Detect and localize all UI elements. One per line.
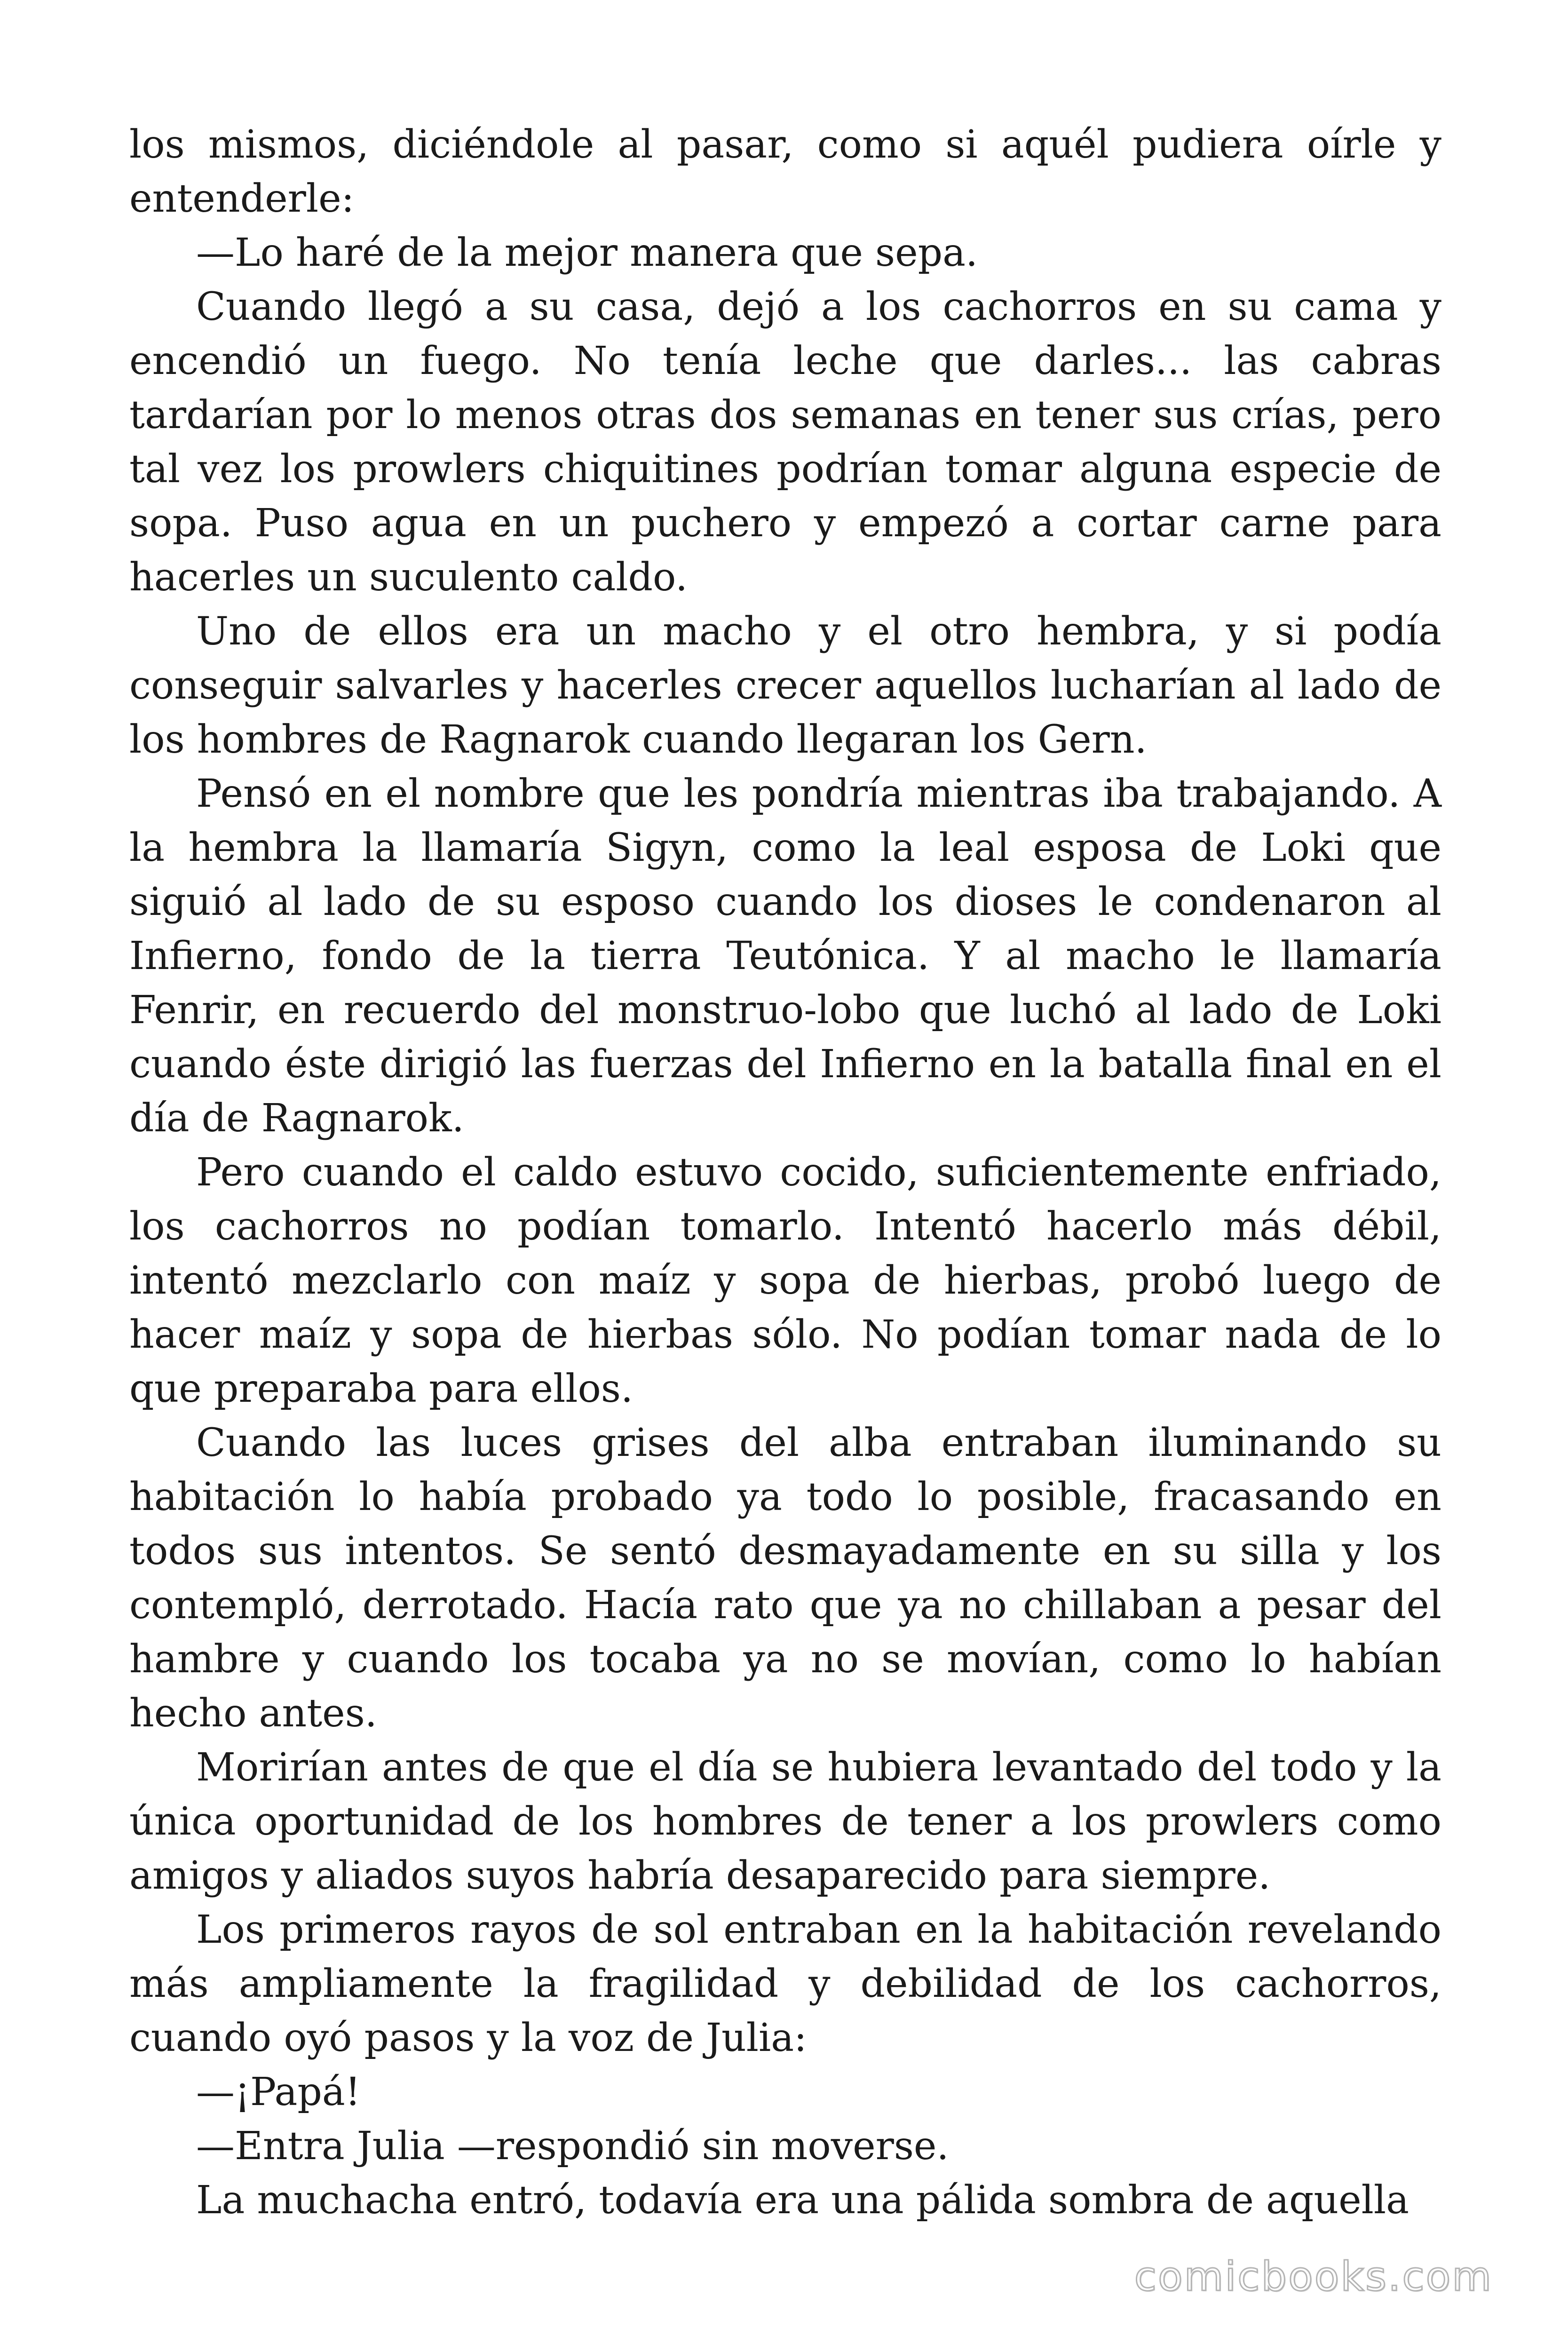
paragraph-2: —Lo haré de la mejor manera que sepa. [196,230,978,275]
watermark-text: comicbooks.com [1134,2253,1493,2300]
paragraph-5: Pensó en el nombre que les pondría mientras iba trabajando. A la hembra la llamaría Sigyn, como la leal esposa de Loki que siguió al lado de su esposo cuando los dioses le condenaron al Infierno, fondo de la tierra Teutónica. Y al macho le llamaría Fenrir, en recuerdo del monstruo-lobo que luchó al lado de Loki cuando éste dirigió las fuerzas del Infierno en la batalla final en el día de Ragnarok. [129,771,1441,1141]
paragraph-11: —Entra Julia —respondió sin moverse. [196,2124,949,2169]
paragraph-9: Los primeros rayos de sol entraban en la habitación revelando más ampliamente la fragilidad y debilidad de los cachorros, cuando oyó pasos y la voz de Julia: [129,1907,1441,2060]
page-body [129,118,1441,2227]
paragraph-12: La muchacha entró, todavía era una pálida sombra de aquella [196,2178,1409,2223]
paragraph-1: los mismos, diciéndole al pasar, como si aquél pudiera oírle y entenderle: [129,122,1441,221]
paragraph-6: Pero cuando el caldo estuvo cocido, suficientemente enfriado, los cachorros no podían tomarlo. Intentó hacerlo más débil, intentó mezclarlo con maíz y sopa de hierbas, probó luego de hacer maíz y sopa de hierbas sólo. No podían tomar nada de lo que preparaba para ellos. [129,1150,1441,1411]
paragraph-7: Cuando las luces grises del alba entraban iluminando su habitación lo había probado ya todo lo posible, fracasando en todos sus intentos. Se sentó desmayadamente en su silla y los contempló, derrotado. Hacía rato que ya no chillaban a pesar del hambre y cuando los tocaba ya no se movían, como lo habían hecho antes. [129,1421,1441,1736]
paragraph-10: —¡Papá! [196,2070,361,2114]
paragraph-8: Morirían antes de que el día se hubiera levantado del todo y la única oportunidad de los hombres de tener a los prowlers como amigos y aliados suyos habría desaparecido para siempre. [129,1745,1441,1898]
paragraph-4: Uno de ellos era un macho y el otro hembra, y si podía conseguir salvarles y hacerles crecer aquellos lucharían al lado de los hombres de Ragnarok cuando llegaran los Gern. [129,609,1441,762]
paragraph-3: Cuando llegó a su casa, dejó a los cachorros en su cama y encendió un fuego. No tenía leche que darles... las cabras tardarían por lo menos otras dos semanas en tener sus crías, pero tal vez los prowlers chiquitines podrían tomar alguna especie de sopa. Puso agua en un puchero y empezó a cortar carne para hacerles un suculento caldo. [129,285,1441,600]
